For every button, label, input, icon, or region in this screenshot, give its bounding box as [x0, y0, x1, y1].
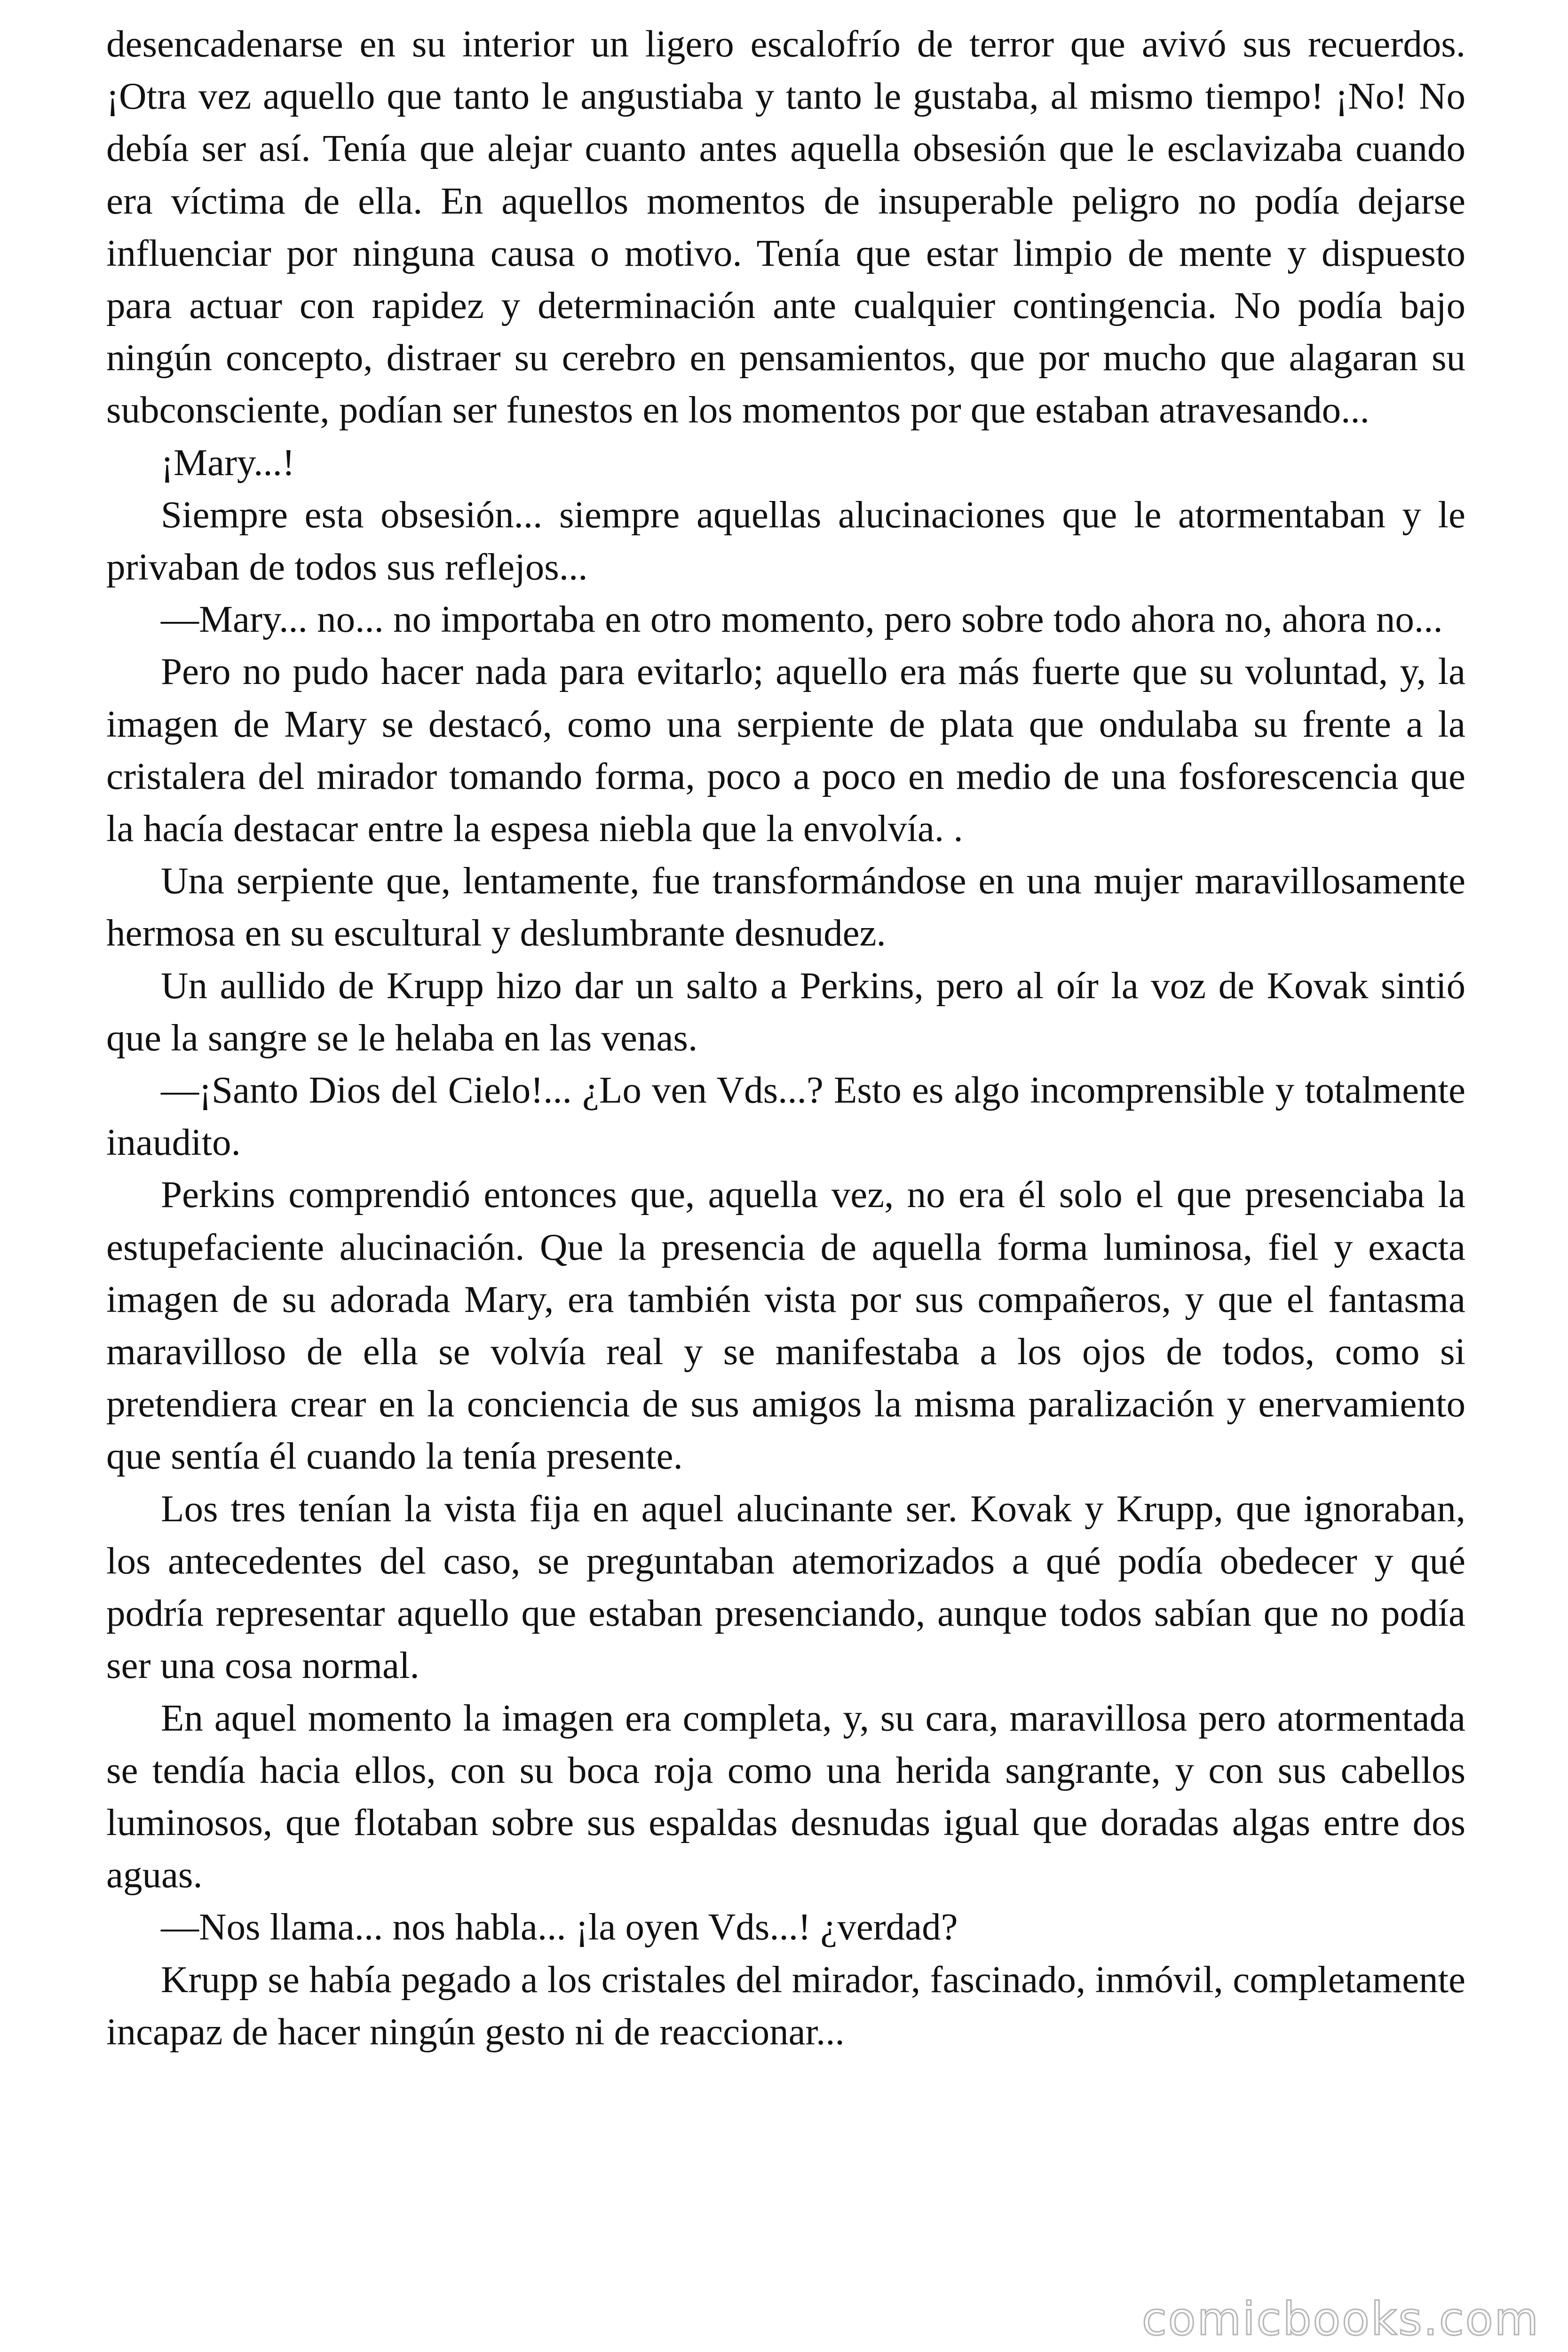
paragraph-7: Un aullido de Krupp hizo dar un salto a Perkins, pero al oír la voz de Kovak sintió que la sangre se le helaba en las venas.	[106, 964, 1465, 1059]
paragraph-10: Los tres tenían la vista fija en aquel alucinante ser. Kovak y Krupp, que ignoraban, los antecedentes del caso, se preguntaban atemorizados a qué podía obedecer y qué podría representar aquello que estaban presenciando, aunque todos sabían que no podía ser una cosa normal.	[106, 1487, 1465, 1687]
page-body	[106, 18, 1465, 2323]
paragraph-2: ¡Mary...!	[161, 441, 295, 484]
paragraph-9: Perkins comprendió entonces que, aquella vez, no era él solo el que presenciaba la estupefaciente alucinación. Que la presencia de aquella forma luminosa, fiel y exacta imagen de su adorada Mary, era también vista por sus compañeros, y que el fantasma maravilloso de ella se volvía real y se manifestaba a los ojos de todos, como si pretendiera crear en la conciencia de sus amigos la misma paralización y enervamiento que sentía él cuando la tenía presente.	[106, 1173, 1465, 1478]
paragraph-12: —Nos llama... nos habla... ¡la oyen Vds...! ¿verdad?	[161, 1906, 958, 1948]
paragraph-1: desencadenarse en su interior un ligero escalofrío de terror que avivó sus recuerdos. ¡Otra vez aquello que tanto le angustiaba y tanto le gustaba, al mismo tiempo! ¡No! No debía ser así. Tenía que alejar cuanto antes aquella obsesión que le esclavizaba cuando era víctima de ella. En aquellos momentos de insuperable peligro no podía dejarse influenciar por ninguna causa o motivo. Tenía que estar limpio de mente y dispuesto para actuar con rapidez y determinación ante cualquier contingencia. No podía bajo ningún concepto, distraer su cerebro en pensamientos, que por mucho que alagaran su subconsciente, podían ser funestos en los momentos por que estaban atravesando...	[106, 23, 1465, 431]
paragraph-13: Krupp se había pegado a los cristales del mirador, fascinado, inmóvil, completamente incapaz de hacer ningún gesto ni de reaccionar...	[106, 1958, 1465, 2053]
watermark: comicbooks.com	[1141, 2293, 1540, 2345]
paragraph-11: En aquel momento la imagen era completa, y, su cara, maravillosa pero atormentada se tendía hacia ellos, con su boca roja como una herida sangrante, y con sus cabellos luminosos, que flotaban sobre sus espaldas desnudas igual que doradas algas entre dos aguas.	[106, 1696, 1465, 1896]
paragraph-8: —¡Santo Dios del Cielo!... ¿Lo ven Vds...? Esto es algo incomprensible y totalmente inaudito.	[106, 1069, 1465, 1164]
paragraph-4: —Mary... no... no importaba en otro momento, pero sobre todo ahora no, ahora no...	[161, 598, 1443, 641]
paragraph-6: Una serpiente que, lentamente, fue transformándose en una mujer maravillosamente hermosa en su escultural y deslumbrante desnudez.	[106, 859, 1465, 954]
paragraph-3: Siempre esta obsesión... siempre aquellas alucinaciones que le atormentaban y le privaban de todos sus reflejos...	[106, 493, 1465, 588]
paragraph-5: Pero no pudo hacer nada para evitarlo; aquello era más fuerte que su voluntad, y, la imagen de Mary se destacó, como una serpiente de plata que ondulaba su frente a la cristalera del mirador tomando forma, poco a poco en medio de una fosforescencia que la hacía destacar entre la espesa niebla que la envolvía. .	[106, 650, 1465, 850]
